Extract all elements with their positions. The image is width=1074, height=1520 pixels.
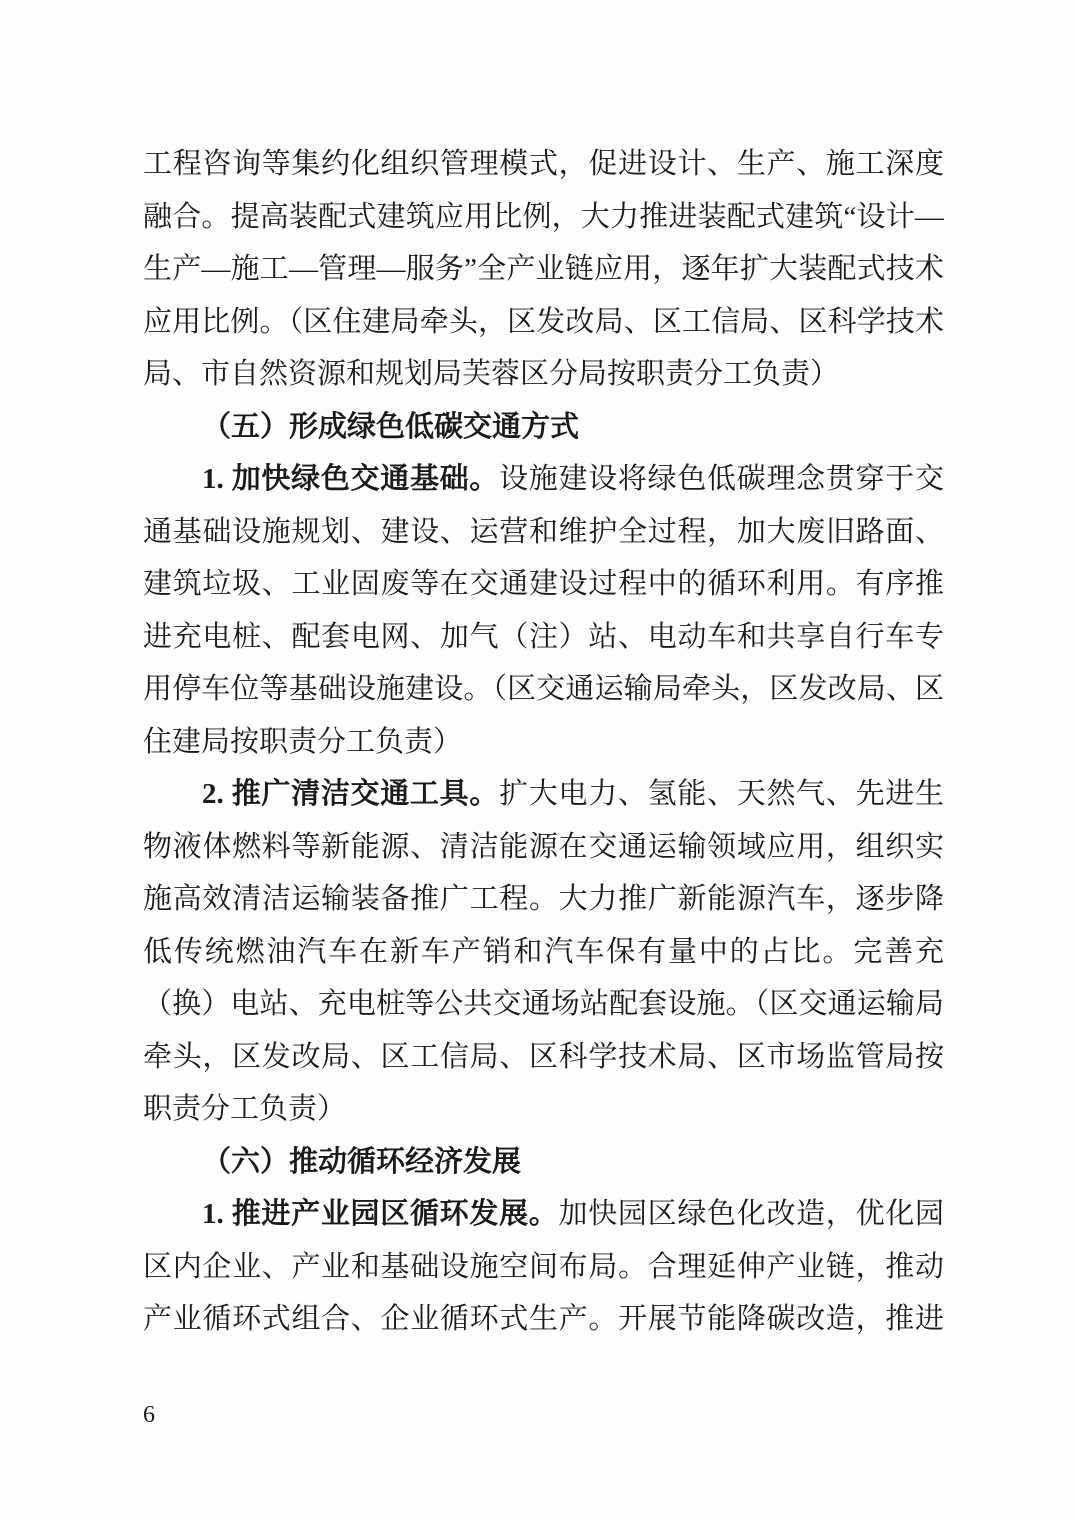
text-line: 1. 加快绿色交通基础。设施建设将绿色低碳理念贯穿于交 xyxy=(202,463,944,495)
text-line: 进充电桩、配套电网、加气（注）站、电动车和共享自行车专 xyxy=(143,620,944,653)
paragraph xyxy=(143,1188,944,1346)
text-line: （五）形成绿色低碳交通方式 xyxy=(202,410,580,443)
text-line: 1. 推进产业园区循环发展。加快园区绿色化改造，优化园 xyxy=(202,1198,944,1230)
run-in-heading: 1. 加快绿色交通基础。 xyxy=(202,463,500,495)
text-line: 职责分工负责） xyxy=(143,1093,347,1125)
text-line: 局、市自然资源和规划局芙蓉区分局按职责分工负责） xyxy=(143,358,840,390)
text-line: 通基础设施规划、建设、运营和维护全过程，加大废旧路面、 xyxy=(143,515,944,548)
text-line: （六）推动循环经济发展 xyxy=(202,1145,522,1178)
paragraph xyxy=(143,768,944,1136)
section-heading xyxy=(143,1136,944,1189)
document-body xyxy=(143,138,944,1346)
text-line: 融合。提高装配式建筑应用比例，大力推进装配式建筑“设计— xyxy=(143,200,944,233)
text-line: 产业循环式组合、企业循环式生产。开展节能降碳改造，推进 xyxy=(143,1303,944,1335)
text-line: 生产—施工—管理—服务”全产业链应用，逐年扩大装配式技术 xyxy=(143,253,944,285)
run-in-heading: 2. 推广清洁交通工具。 xyxy=(202,778,500,810)
text-line: 建筑垃圾、工业固废等在交通建设过程中的循环利用。有序推 xyxy=(143,568,944,600)
page-number: 6 xyxy=(143,1402,155,1428)
text-line: 住建局按职责分工负责） xyxy=(143,725,463,758)
paragraph xyxy=(143,138,944,401)
text-line: 工程咨询等集约化组织管理模式，促进设计、生产、施工深度 xyxy=(143,148,944,180)
paragraph xyxy=(143,453,944,768)
text-line: 区内企业、产业和基础设施空间布局。合理延伸产业链，推动 xyxy=(143,1250,944,1283)
text-line: 应用比例。（区住建局牵头，区发改局、区工信局、区科学技术 xyxy=(143,305,944,338)
text-line: 低传统燃油汽车在新车产销和汽车保有量中的占比。完善充 xyxy=(143,935,944,968)
section-heading xyxy=(143,401,944,454)
text-line: 2. 推广清洁交通工具。扩大电力、氢能、天然气、先进生 xyxy=(202,778,944,810)
text-line: （换）电站、充电桩等公共交通场站配套设施。（区交通运输局 xyxy=(143,988,944,1020)
text-line: 物液体燃料等新能源、清洁能源在交通运输领域应用，组织实 xyxy=(143,830,944,863)
text-line: 用停车位等基础设施建设。（区交通运输局牵头，区发改局、区 xyxy=(143,673,944,705)
text-line: 施高效清洁运输装备推广工程。大力推广新能源汽车，逐步降 xyxy=(143,883,944,915)
run-in-heading: 1. 推进产业园区循环发展。 xyxy=(202,1198,559,1230)
text-line: 牵头，区发改局、区工信局、区科学技术局、区市场监管局按 xyxy=(143,1040,944,1073)
